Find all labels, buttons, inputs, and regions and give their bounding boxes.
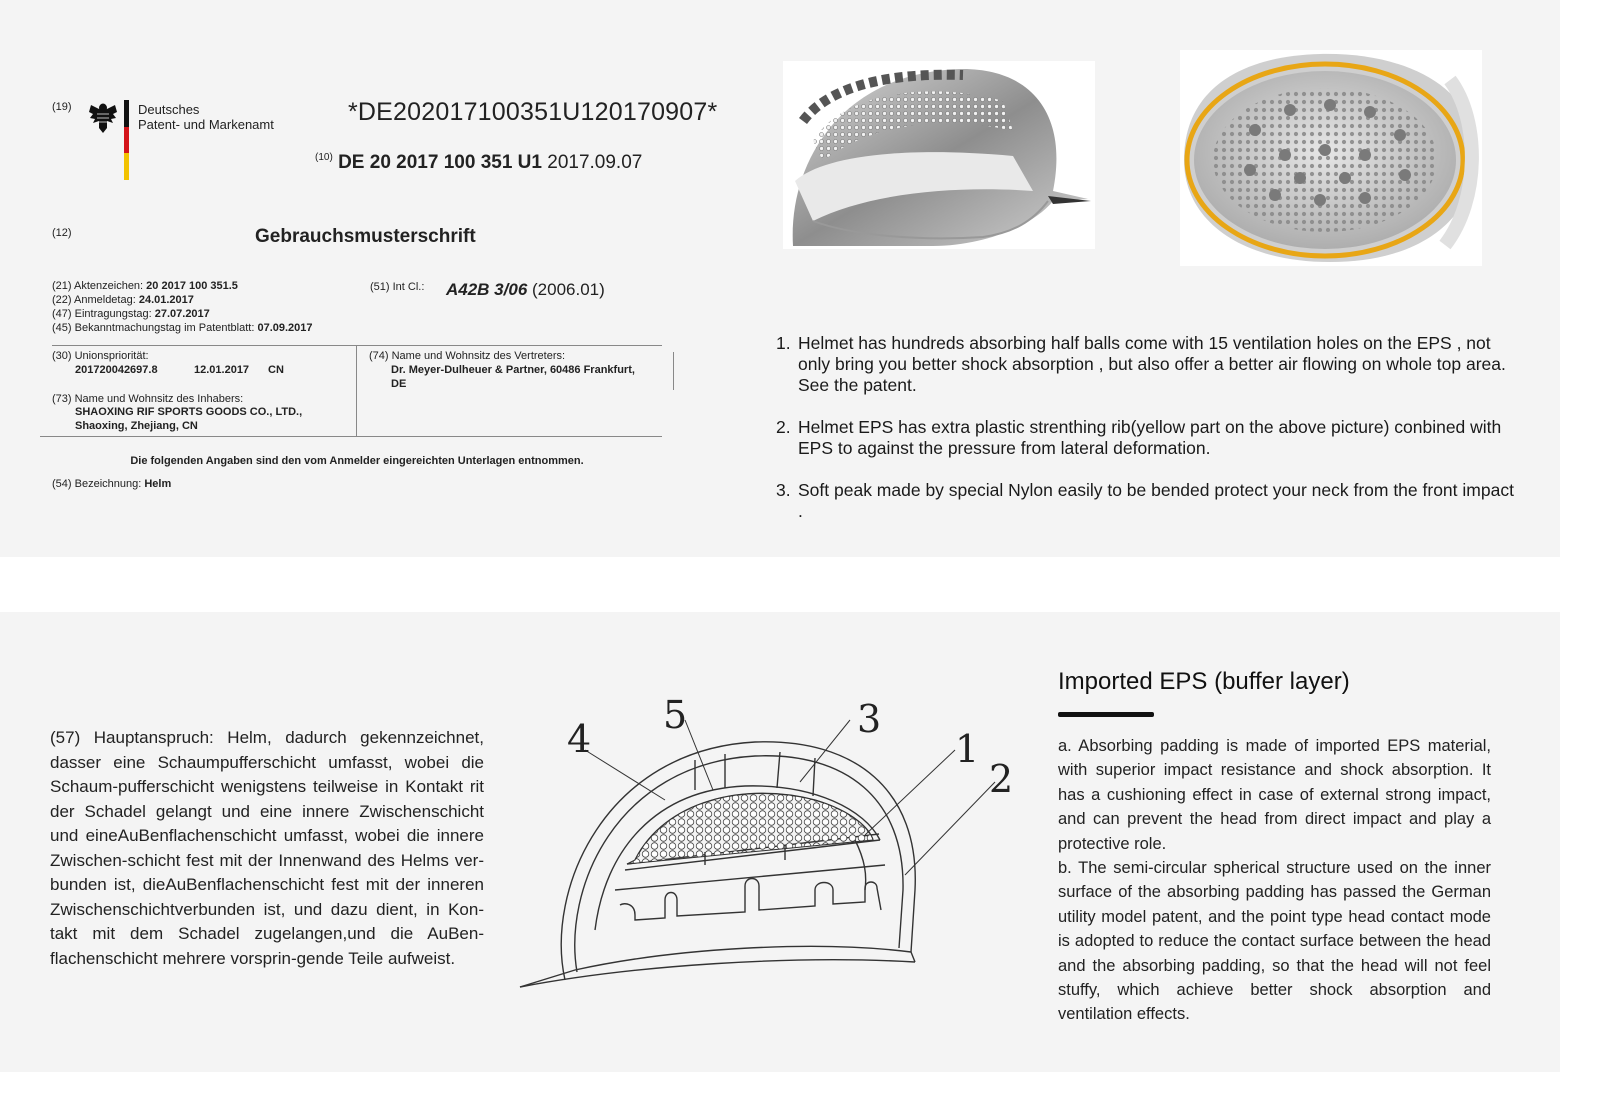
field-row: [52, 293, 313, 307]
priority-date: 12.01.2017: [194, 364, 250, 376]
code-12: (12): [52, 227, 72, 239]
feature-number: 3.: [776, 480, 791, 500]
intcl-value: A42B 3/06: [446, 280, 528, 299]
field-value: 24.01.2017: [138, 294, 194, 306]
rep-line-2: DE: [391, 378, 407, 390]
flag-black-stripe: [124, 100, 129, 127]
code-19: (19): [52, 101, 72, 113]
intcl: [446, 280, 605, 300]
drawing-label-5: 5: [663, 693, 688, 737]
document-type: Gebrauchsmusterschrift: [255, 226, 476, 247]
office-line-2: Patent- und Markenamt: [138, 117, 274, 132]
field-label: (45) Bekanntmachungstag im Patentblatt:: [52, 322, 258, 334]
drawing-label-1: 1: [955, 727, 980, 771]
priority-country: CN: [268, 364, 284, 376]
eps-description: [1058, 734, 1491, 1027]
field-value: 27.07.2017: [154, 308, 210, 320]
field-row: [52, 307, 313, 321]
designation: [52, 477, 171, 491]
feature-list: [776, 333, 1516, 543]
priority-number: 201720042697.8: [75, 364, 158, 376]
main-claim-text: (57) Hauptanspruch: Helm, dadurch gekennzeichnet, dasser eine Schaumpufferschicht umfasst, wobei die Schaum-pufferschicht wenigstens teilweise in Kontakt rit der Schadel gelangt und eine innere Zwischenschicht und eineAuBenflachenschicht umfasst, wobei die innere Zwischen-schicht fest mit der Innenwand des Helms ver-bunden ist, dieAuBenflachenschicht fest mit der inneren Zwischenschichtverbunden ist, und dazu dient, in Kon-takt mit dem Schadel zugelangen,und die AuBen-flachenschicht mehrere vorsprin-gende Teile aufweist.: [50, 728, 484, 968]
eps-paragraph-b: b. The semi-circular spherical structure used on the inner surface of the absorbing padding has passed the German utility model patent, and the point type head contact mode is adopted to reduce the contact surface between the head and the absorbing padding, so that the head will not feel stuffy, which achieve better shock absorption and ventilation effects.: [1058, 859, 1491, 1024]
feature-text: Helmet has hundreds absorbing half balls come with 15 ventilation holes on the EPS , not only bring you better shock absorption , but also offer a better air flowing on whole top area. See the patent.: [798, 333, 1506, 395]
field-row: [52, 321, 313, 335]
drawing-label-4: 4: [567, 717, 592, 761]
rep-line-1: Dr. Meyer-Dulheuer & Partner, 60486 Frankfurt,: [391, 364, 635, 376]
owner-line-2: Shaoxing, Zhejiang, CN: [75, 420, 198, 432]
barcode-text: *DE202017100351U120170907*: [348, 98, 718, 126]
designation-value: Helm: [144, 478, 172, 490]
right-edge-line: [673, 352, 674, 390]
german-flag-bar: [124, 100, 129, 180]
drawing-label-2: 2: [989, 757, 1014, 801]
field-label: (22) Anmeldetag:: [52, 294, 139, 306]
title-underline: [1058, 712, 1154, 717]
field-value: 20 2017 100 351.5: [146, 280, 238, 292]
pub-date: 2017.09.07: [547, 152, 643, 173]
eps-section-title: Imported EPS (buffer layer): [1058, 668, 1350, 695]
flag-gold-stripe: [124, 153, 129, 180]
field-label: (21) Aktenzeichen:: [52, 280, 147, 292]
flag-red-stripe: [124, 127, 129, 154]
column-divider: [356, 345, 357, 437]
field-row: [52, 279, 313, 293]
feature-number: 2.: [776, 417, 791, 437]
priority-label: (30) Unionspriorität:: [52, 350, 149, 362]
feature-text: Soft peak made by special Nylon easily to be bended protect your neck from the front impact .: [798, 480, 1514, 521]
owner-line-1: SHAOXING RIF SPORTS GOODS CO., LTD.,: [75, 406, 303, 418]
rep-label: (74) Name und Wohnsitz des Vertreters:: [369, 350, 566, 362]
patent-fields: [52, 279, 313, 335]
drawing-label-3: 3: [857, 697, 882, 741]
patent-panel: [0, 0, 1560, 557]
divider-line: [52, 345, 662, 346]
code-10: (10): [315, 152, 333, 163]
notice: Die folgenden Angaben sind den vom Anmelder eingereichten Unterlagen entnommen.: [130, 455, 584, 467]
eps-paragraph-a: a. Absorbing padding is made of imported EPS material, with superior impact resistance and shock absorption. It has a cushioning effect in case of external strong impact, and can prevent the head from direct impact and play a protective role.: [1058, 737, 1491, 853]
helmet-cutaway-photo: [783, 61, 1095, 249]
field-label: (47) Eintragungstag:: [52, 308, 155, 320]
pub-number-value: DE 20 2017 100 351 U1: [338, 152, 542, 173]
patent-office-name: [138, 102, 274, 132]
field-value: 07.09.2017: [257, 322, 313, 334]
helmet-patent-drawing: [515, 690, 1015, 990]
owner-label: (73) Name und Wohnsitz des Inhabers:: [52, 393, 244, 405]
feature-item: [776, 333, 1516, 396]
feature-item: [776, 417, 1516, 459]
office-line-1: Deutsches: [138, 102, 200, 117]
publication-number: [315, 152, 642, 174]
intcl-year: (2006.01): [532, 280, 605, 299]
divider-line-bottom: [40, 436, 662, 437]
intcl-label: (51) Int Cl.:: [370, 281, 425, 293]
feature-item: [776, 480, 1516, 522]
federal-eagle-icon: [88, 100, 118, 134]
feature-number: 1.: [776, 333, 791, 353]
helmet-inside-photo: [1180, 50, 1482, 266]
designation-label: (54) Bezeichnung:: [52, 478, 145, 490]
feature-text: Helmet EPS has extra plastic strenthing rib(yellow part on the above picture) conbined with EPS to against the pressure from lateral deformation.: [798, 417, 1502, 458]
